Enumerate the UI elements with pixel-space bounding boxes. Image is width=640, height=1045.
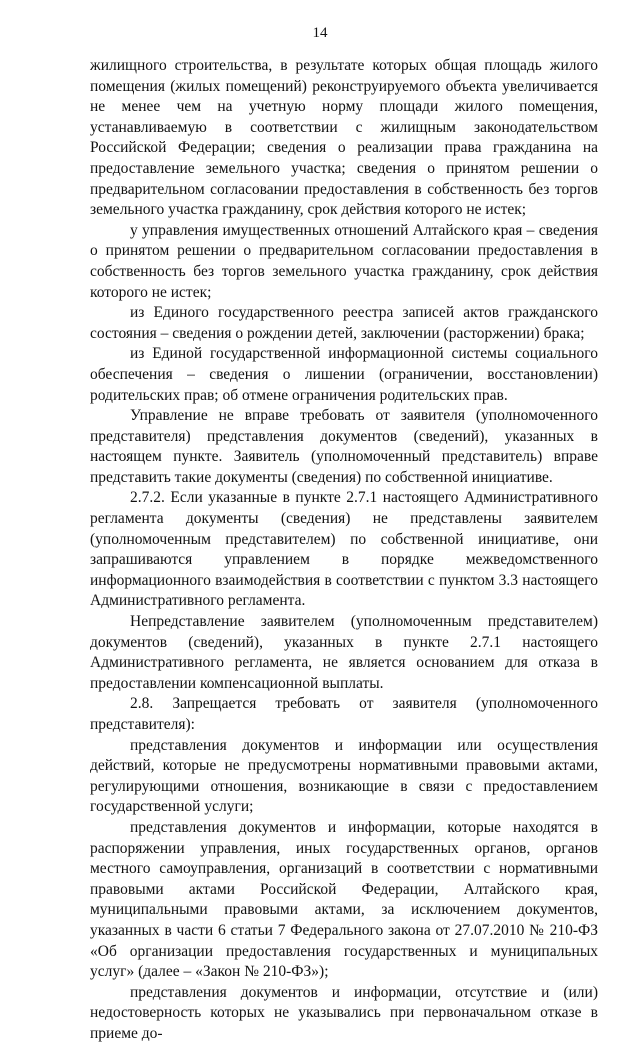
paragraph: из Единой государственной информационной системы социального обеспечения – сведения о лишении (ограничении, восстановлении) родительских прав; об отмене ограничения родительских прав. (90, 345, 598, 404)
page-number: 14 (312, 25, 328, 41)
paragraph: представления документов и информации, отсутствие и (или) недостоверность которых не указывались при первоначальном отказе в приеме до- (90, 983, 598, 1042)
paragraph: Управление не вправе требовать от заявителя (уполномоченного представителя) представления документов (сведений), указанных в настоящем пункте. Заявитель (уполномоченный представитель) вправе представить такие документы (сведения) по собственной инициативе. (90, 407, 598, 486)
paragraph: представления документов и информации или осуществления действий, которые не предусмотрены нормативными правовыми актами, регулирующими отношения, возникающие в связи с предоставлением государственной услуги; (90, 736, 598, 816)
paragraph: жилищного строительства, в результате которых общая площадь жилого помещения (жилых помещений) реконструируемого объекта увеличивается не менее чем на учетную норму площади жилого помещения, устанавливаемую в соответствии с жилищным законодательством Российской Федерации; сведения о реализации права гражданина на предоставление земельного участка; сведения о принятом решении о предварительном согласовании предоставления в собственность без торгов земельного участка гражданину, срок действия которого не истек; (90, 57, 598, 219)
paragraph: представления документов и информации, которые находятся в распоряжении управления, иных государственных органов, органов местного самоуправления, организаций в соответствии с нормативными правовыми актами Российской Федерации, Алтайского края, муниципальными правовыми актами, за исключением документов, указанных в части 6 статьи 7 Федерального закона от 27.07.2010 № 210-ФЗ «Об организации предоставления государственных и муниципальных услуг» (далее – «Закон № 210-ФЗ»); (90, 818, 598, 981)
document-body (90, 56, 598, 1045)
paragraph: из Единого государственного реестра записей актов гражданского состояния – сведения о рождении детей, заключении (расторжении) брака; (90, 304, 598, 342)
paragraph: Непредставление заявителем (уполномоченным представителем) документов (сведений), указанных в пункте 2.7.1 настоящего Административного регламента, не является основанием для отказа в предоставлении компенсационной выплаты. (90, 613, 598, 692)
paragraph-section-2-8: 2.8. Запрещается требовать от заявителя (уполномоченного представителя): (90, 695, 598, 733)
paragraph-section-2-7-2: 2.7.2. Если указанные в пункте 2.7.1 настоящего Административного регламента документы (сведения) не представлены заявителем (уполномоченным представителем) по собственной инициативе, они запрашиваются управлением в порядке межведомственного информационного взаимодействия в соответствии с пунктом 3.3 настоящего Административного регламента. (90, 489, 598, 610)
paragraph: у управления имущественных отношений Алтайского края – сведения о принятом решении о предварительном согласовании предоставления в собственность без торгов земельного участка гражданину, срок действия которого не истек; (90, 221, 598, 301)
